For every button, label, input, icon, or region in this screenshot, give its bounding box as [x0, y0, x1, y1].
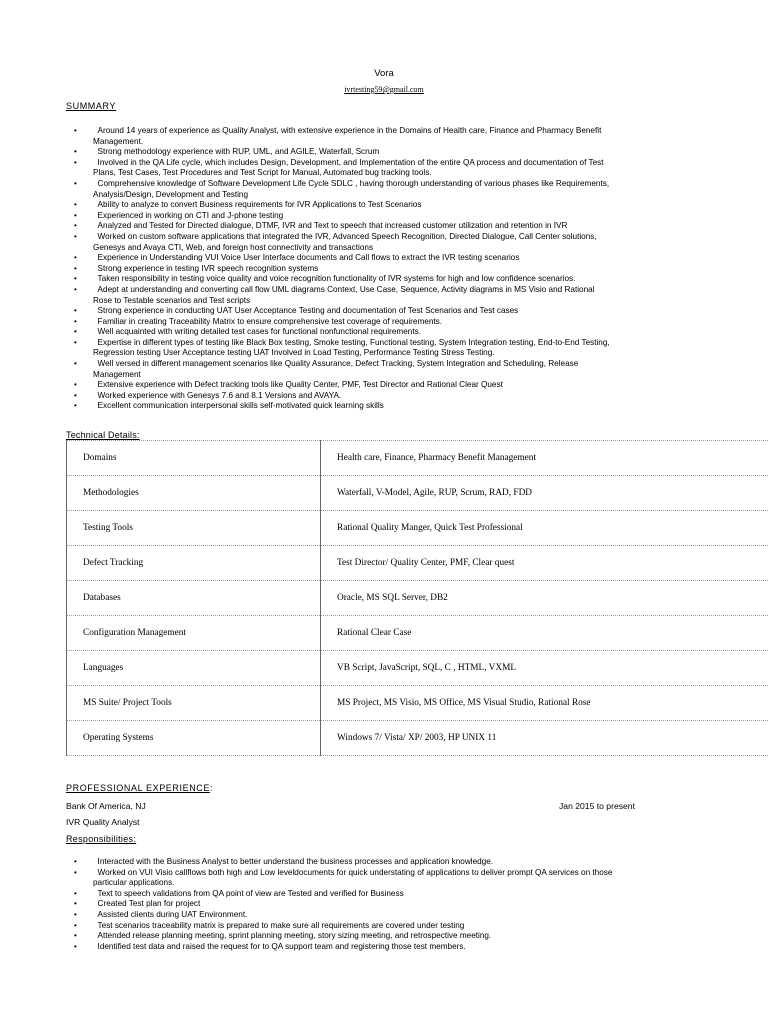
- summary-heading: SUMMARY: [66, 101, 117, 111]
- technical-row: [67, 616, 768, 651]
- summary-item: [74, 147, 763, 158]
- technical-row: [67, 511, 768, 546]
- summary-item-line: Strong methodology experience with RUP, UML, and AGILE, Waterfall, Scrum: [93, 147, 380, 157]
- summary-item: [74, 210, 763, 222]
- summary-item-line: Around 14 years of experience as Quality Analyst, with extensive experience in the Domains of Health care, Finance and Pharmacy Benefit: [93, 126, 602, 135]
- bullet-icon: •: [74, 920, 77, 930]
- technical-value: Windows 7/ Vista/ XP/ 2003, HP UNIX 11: [321, 721, 768, 756]
- bullet-icon: •: [74, 888, 77, 898]
- summary-item-line: Ability to analyze to convert Business requirements for IVR Applications to Test Scenarios: [93, 200, 422, 210]
- responsibilities-heading: Responsibilities:: [66, 834, 137, 844]
- summary-item-line: Well versed in different management scenarios like Quality Assurance, Defect Tracking, System Integration and Scheduling, Release: [93, 359, 579, 369]
- technical-category: Testing Tools: [67, 511, 321, 546]
- responsibility-item-line: Worked on VUI Visio callflows both high and Low leveldocuments for quick understating of applications to deliver prompt QA services on those: [93, 867, 613, 877]
- bullet-icon: •: [74, 263, 77, 273]
- summary-item-line: Involved in the QA Life cycle, which includes Design, Development, and Implementation of the entire QA process and documentation of Test: [93, 157, 604, 167]
- summary-item-line: Plans, Test Cases, Test Procedures and Test Script for Manual, Automated bug tracking tools.: [93, 168, 432, 178]
- summary-item-line: Experience in Understanding VUI Voice User Interface documents and Call flows to extract the IVR testing scenarios: [93, 253, 520, 263]
- technical-category: Languages: [67, 651, 321, 686]
- bullet-icon: •: [74, 316, 77, 326]
- bullet-icon: •: [74, 200, 77, 210]
- bullet-icon: •: [74, 359, 77, 369]
- bullet-icon: •: [74, 274, 77, 284]
- technical-value: MS Project, MS Visio, MS Office, MS Visual Studio, Rational Rose: [321, 686, 768, 721]
- technical-category: Defect Tracking: [67, 546, 321, 581]
- bullet-icon: •: [74, 857, 77, 866]
- summary-item: [74, 231, 763, 253]
- candidate-email[interactable]: ivrtesting59@gmail.com: [344, 85, 424, 94]
- bullet-icon: •: [74, 909, 77, 919]
- bullet-icon: •: [74, 380, 77, 390]
- summary-item: [74, 284, 763, 306]
- bullet-icon: •: [74, 306, 77, 316]
- summary-item: [74, 253, 763, 264]
- technical-row: [67, 651, 768, 686]
- responsibilities-list: [74, 857, 763, 952]
- bullet-icon: •: [74, 253, 77, 263]
- technical-value: VB Script, JavaScript, SQL, C , HTML, VXML: [321, 651, 768, 686]
- responsibility-item-line: Created Test plan for project: [93, 899, 201, 909]
- bullet-icon: •: [74, 931, 77, 941]
- bullet-icon: •: [74, 126, 77, 135]
- technical-value: Rational Clear Case: [321, 616, 768, 651]
- summary-item: [74, 401, 763, 412]
- summary-item-line: Strong experience in conducting UAT User Acceptance Testing and documentation of Test Scenarios and Test cases: [93, 306, 519, 316]
- responsibility-item-line: Identified test data and raised the request for to QA support team and registering those test members.: [93, 941, 466, 951]
- summary-item-line: Genesys and Avaya CTI, Web, and foreign host connectivity and transactions: [93, 242, 374, 252]
- summary-item: [74, 200, 763, 211]
- summary-item-line: Adept at understanding and converting call flow UML diagrams Context, Use Case, Sequence, Activity diagrams in MS Visio and Rational: [93, 284, 595, 294]
- bullet-icon: •: [74, 147, 77, 157]
- bullet-icon: •: [74, 210, 77, 220]
- technical-category: Methodologies: [67, 476, 321, 511]
- experience-heading: [66, 783, 213, 793]
- bullet-icon: •: [74, 401, 77, 411]
- summary-item-line: Extensive experience with Defect tracking tools like Quality Center, PMF, Test Director and Rational Clear Quest: [93, 380, 503, 390]
- summary-item: [74, 390, 763, 402]
- bullet-icon: •: [74, 899, 77, 909]
- responsibility-item-line: particular applications.: [93, 878, 175, 888]
- technical-row: [67, 546, 768, 581]
- experience-heading-colon: :: [210, 783, 214, 793]
- summary-item: [74, 316, 763, 328]
- summary-item-line: Rose to Testable scenarios and Test scripts: [93, 295, 251, 305]
- responsibility-item: [74, 920, 763, 932]
- summary-item-line: Worked experience with Genesys 7.6 and 8.1 Versions and AVAYA.: [93, 390, 342, 400]
- bullet-icon: •: [74, 327, 77, 337]
- bullet-icon: •: [74, 941, 77, 951]
- summary-item-line: Worked on custom software applications that integrated the IVR, Advanced Speech Recognition, Directed Dialogue, Call Center solutions,: [93, 231, 597, 241]
- summary-item: [74, 178, 763, 200]
- summary-item: [74, 126, 763, 147]
- technical-table: [66, 440, 768, 756]
- bullet-icon: •: [74, 178, 77, 188]
- summary-item-line: Excellent communication interpersonal skills self-motivated quick learning skills: [93, 401, 384, 411]
- bullet-icon: •: [74, 157, 77, 167]
- responsibility-item-line: Attended release planning meeting, sprint planning meeting, story sizing meeting, and retrospective meeting.: [93, 931, 492, 941]
- summary-item-line: Analysis/Design, Development and Testing: [93, 189, 249, 199]
- summary-item: [74, 327, 763, 338]
- job-role: IVR Quality Analyst: [66, 817, 140, 827]
- responsibility-item: [74, 857, 763, 868]
- summary-item-line: Taken responsibility in testing voice quality and voice recognition functionality of IVR systems for high and low confidence scenarios.: [93, 274, 576, 284]
- technical-category: Operating Systems: [67, 721, 321, 756]
- employer: Bank Of America, NJ: [66, 801, 146, 811]
- technical-value: Waterfall, V-Model, Agile, RUP, Scrum, RAD, FDD: [321, 476, 768, 511]
- bullet-icon: •: [74, 390, 77, 400]
- responsibility-item: [74, 888, 763, 900]
- summary-item-line: Regression testing User Acceptance testing UAT Involved in Load Testing, Performance Testing Stress Testing.: [93, 348, 495, 358]
- responsibility-item-line: Text to speech validations from QA point of view are Tested and verified for Business: [93, 888, 404, 898]
- summary-item: [74, 337, 763, 359]
- technical-category: Domains: [67, 441, 321, 476]
- summary-item: [74, 359, 763, 380]
- technical-category: Configuration Management: [67, 616, 321, 651]
- responsibility-item: [74, 941, 763, 953]
- summary-item: [74, 380, 763, 391]
- technical-row: [67, 721, 768, 756]
- technical-row: [67, 476, 768, 511]
- summary-item: [74, 263, 763, 275]
- technical-value: Oracle, MS SQL Server, DB2: [321, 581, 768, 616]
- technical-row: [67, 686, 768, 721]
- technical-value: Health care, Finance, Pharmacy Benefit Management: [321, 441, 768, 476]
- responsibility-item: [74, 931, 763, 942]
- summary-item-line: Analyzed and Tested for Directed dialogue, DTMF, IVR and Text to speech that increased customer utilization and retention in IVR: [93, 221, 568, 231]
- candidate-name: Vora: [374, 68, 394, 79]
- technical-value: Rational Quality Manger, Quick Test Professional: [321, 511, 768, 546]
- bullet-icon: •: [74, 221, 77, 231]
- summary-item-line: Management.: [93, 136, 144, 146]
- summary-item-line: Expertise in different types of testing like Black Box testing, Smoke testing, Functional testing, System Integration testing, End-to-End Testing,: [93, 337, 610, 347]
- summary-item: [74, 274, 763, 285]
- summary-item-line: Experienced in working on CTI and J-phone testing: [93, 210, 284, 220]
- bullet-icon: •: [74, 867, 77, 877]
- summary-item: [74, 306, 763, 317]
- responsibility-item: [74, 909, 763, 921]
- bullet-icon: •: [74, 231, 77, 241]
- summary-item-line: Management: [93, 369, 141, 379]
- responsibility-item: [74, 867, 763, 889]
- bullet-icon: •: [74, 337, 77, 347]
- summary-item-line: Well acquainted with writing detailed test cases for functional nonfunctional requirements.: [93, 327, 421, 337]
- summary-list: [74, 126, 763, 412]
- technical-category: MS Suite/ Project Tools: [67, 686, 321, 721]
- technical-heading: Technical Details:: [66, 430, 140, 440]
- technical-row: [67, 581, 768, 616]
- responsibility-item-line: Test scenarios traceability matrix is prepared to make sure all requirements are covered under testing: [93, 920, 465, 930]
- technical-category: Databases: [67, 581, 321, 616]
- responsibility-item-line: Assisted clients during UAT Environment.: [93, 909, 248, 919]
- bullet-icon: •: [74, 284, 77, 294]
- summary-item-line: Comprehensive knowledge of Software Development Life Cycle SDLC , having thorough understanding of various phases like Requirements,: [93, 178, 610, 188]
- experience-heading-text: PROFESSIONAL EXPERIENCE: [66, 783, 211, 793]
- responsibility-item: [74, 899, 763, 910]
- summary-item-line: Familiar in creating Traceability Matrix to ensure comprehensive test coverage of requirements.: [93, 316, 443, 326]
- technical-row: [67, 441, 768, 476]
- summary-item: [74, 157, 763, 179]
- summary-item: [74, 221, 763, 232]
- employment-dates: Jan 2015 to present: [559, 801, 635, 811]
- summary-item-line: Strong experience in testing IVR speech recognition systems: [93, 263, 319, 273]
- responsibility-item-line: Interacted with the Business Analyst to better understand the business processes and application knowledge.: [93, 857, 494, 866]
- technical-value: Test Director/ Quality Center, PMF, Clear quest: [321, 546, 768, 581]
